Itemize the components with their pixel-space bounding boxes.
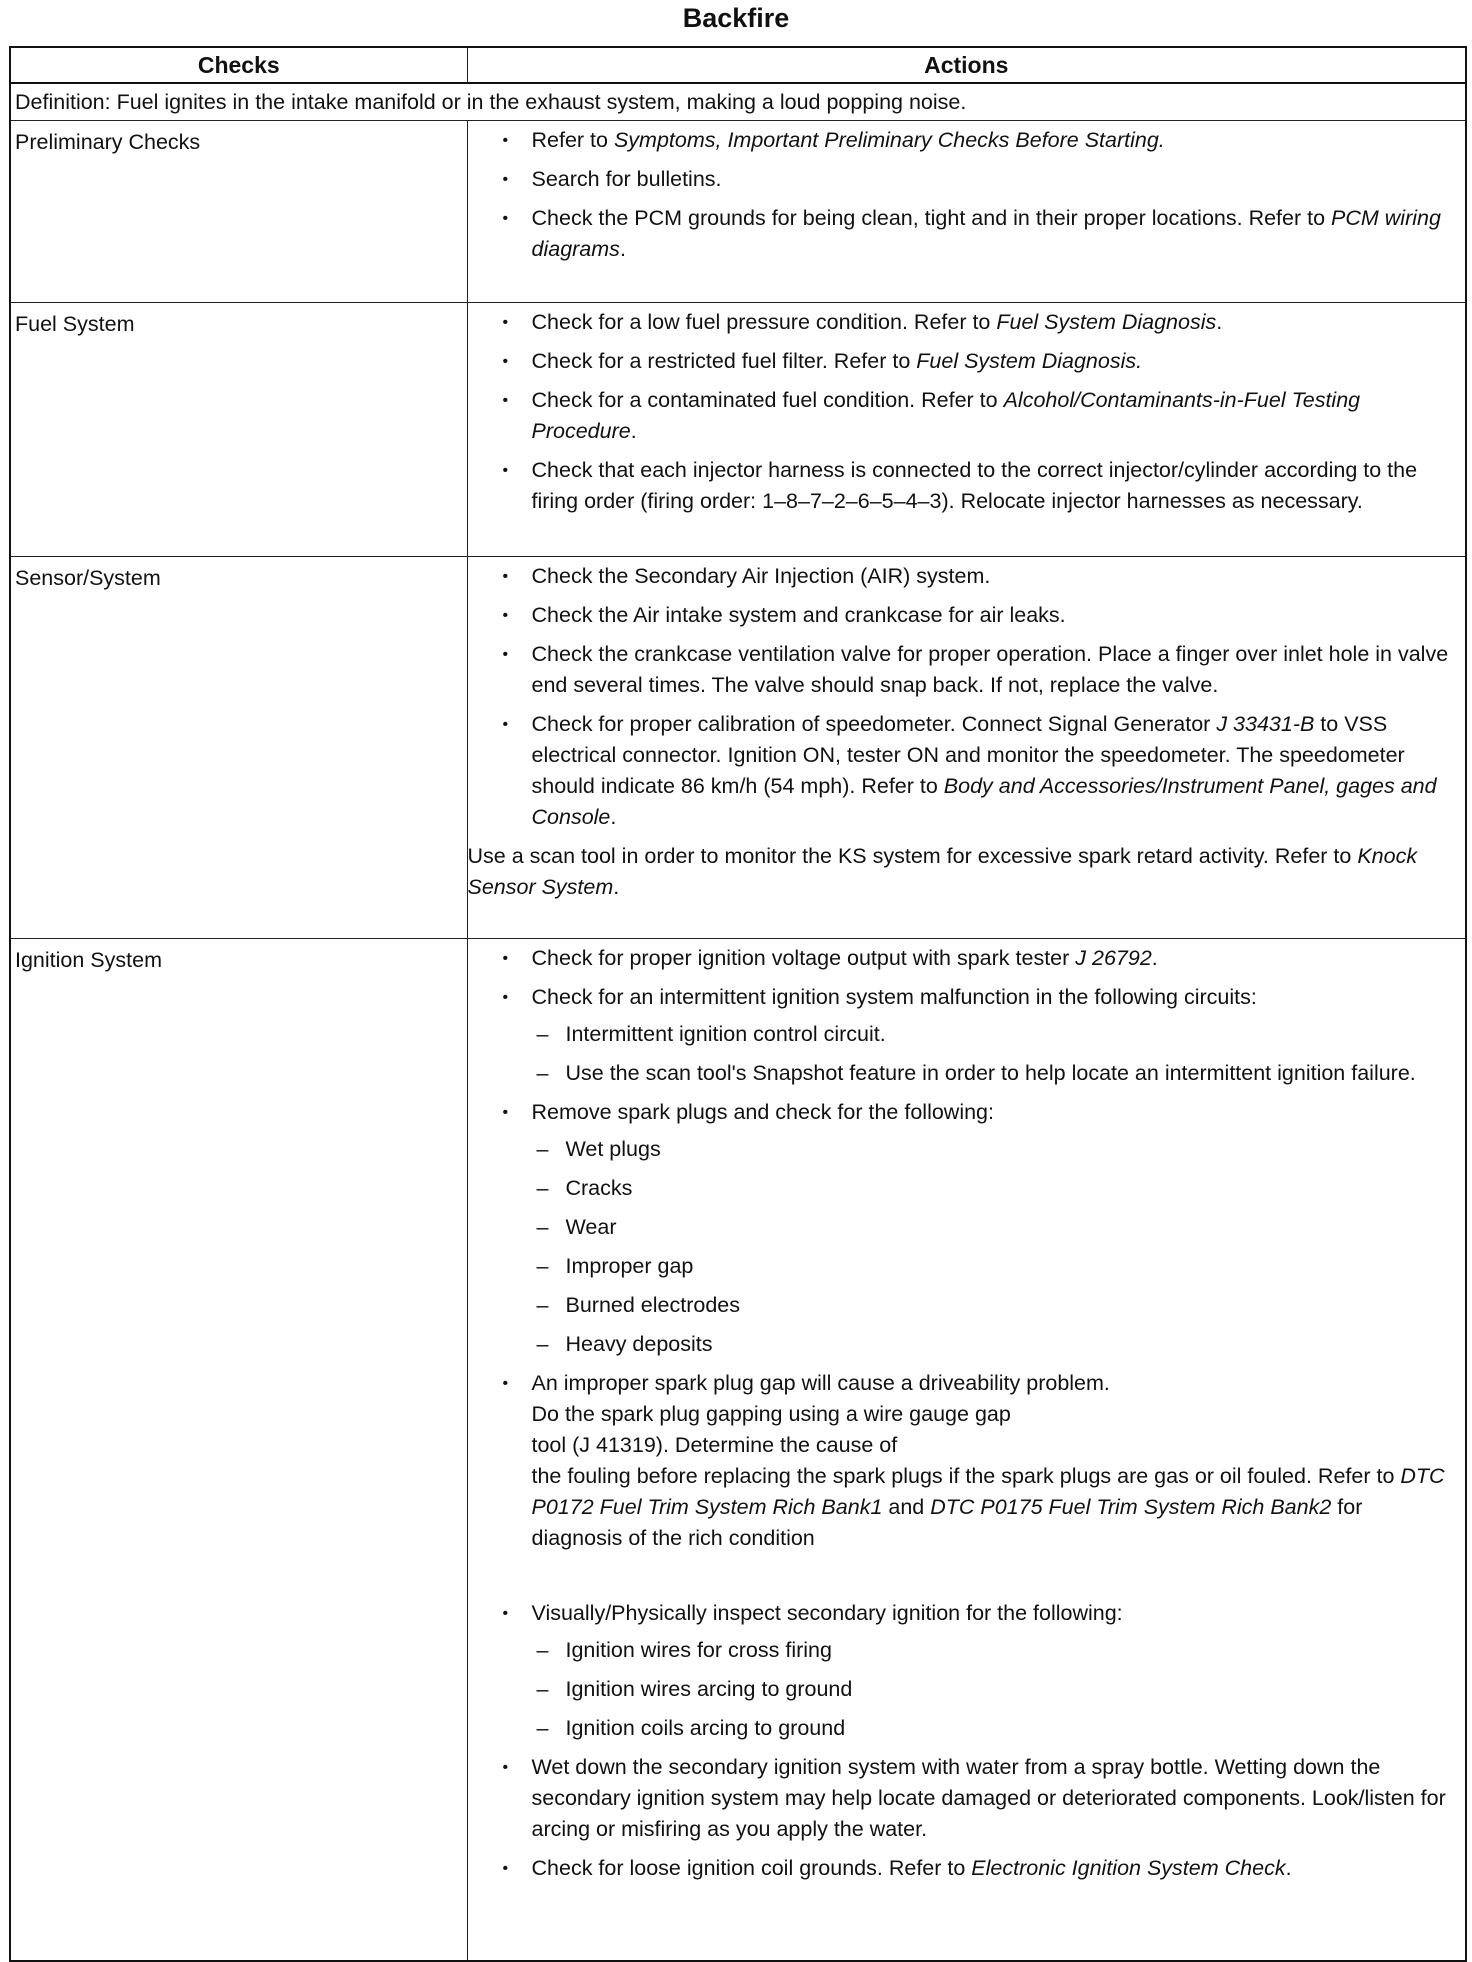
action-item: • Visually/Physically inspect secondary ignition for the following: – Ignition wires for cross firing – Ignition wires arcing to ground – Ignition coils arcing to ground xyxy=(474,1598,1458,1744)
action-item: • Check that each injector harness is connected to the correct injector/cylinder according to the firing order (firing order: 1–8–7–2–6–5–4–3). Relocate injector harnesses as necessary. xyxy=(474,455,1458,517)
sub-item: – Cracks xyxy=(532,1173,1458,1204)
action-item: • Check the Secondary Air Injection (AIR) system. xyxy=(474,561,1458,592)
action-item: • Check the PCM grounds for being clean, tight and in their proper locations. Refer to PCM wiring diagrams. xyxy=(474,203,1458,265)
sub-item: – Ignition coils arcing to ground xyxy=(532,1713,1458,1744)
actions-cell xyxy=(467,303,1466,557)
table-header-row xyxy=(10,47,1466,83)
page-title: Backfire xyxy=(682,3,790,33)
action-item: • Refer to Symptoms, Important Preliminary Checks Before Starting. xyxy=(474,125,1458,156)
action-item: • Check for loose ignition coil grounds. Refer to Electronic Ignition System Check. xyxy=(474,1853,1458,1884)
definition-row xyxy=(10,83,1466,121)
sub-item: – Wet plugs xyxy=(532,1134,1458,1165)
check-cell: Fuel System xyxy=(10,303,467,557)
action-item: • Check for a low fuel pressure condition. Refer to Fuel System Diagnosis. xyxy=(474,307,1458,338)
ks-note: Use a scan tool in order to monitor the KS system for excessive spark retard activity. Refer to Knock Sensor System. xyxy=(467,844,1418,899)
table-row xyxy=(10,939,1466,1962)
checks-column-header: Checks xyxy=(10,47,467,83)
action-item: • Check for an intermittent ignition system malfunction in the following circuits: – Intermittent ignition control circuit. – Use the scan tool's Snapshot feature in order to help locate an intermittent ignition failure. xyxy=(474,982,1458,1089)
sub-item: – Wear xyxy=(532,1212,1458,1243)
action-item: • Wet down the secondary ignition system with water from a spray bottle. Wetting down the secondary ignition system may help locate damaged or deteriorated components. Look/listen for arcing or misfiring as you apply the water. xyxy=(474,1752,1458,1845)
actions-cell xyxy=(467,121,1466,303)
check-cell: Sensor/System xyxy=(10,557,467,939)
action-item: • Check the Air intake system and crankcase for air leaks. xyxy=(474,600,1458,631)
action-item: • Check for a restricted fuel filter. Refer to Fuel System Diagnosis. xyxy=(474,346,1458,377)
action-item: • Check the crankcase ventilation valve for proper operation. Place a finger over inlet hole in valve end several times. The valve should snap back. If not, replace the valve. xyxy=(474,639,1458,701)
sub-item: – Heavy deposits xyxy=(532,1329,1458,1360)
check-cell: Ignition System xyxy=(10,939,467,1962)
actions-column-header: Actions xyxy=(467,47,1466,83)
table-row xyxy=(10,557,1466,939)
actions-cell xyxy=(467,939,1466,1962)
actions-cell xyxy=(467,557,1466,939)
table-row xyxy=(10,303,1466,557)
sub-item: – Ignition wires for cross firing xyxy=(532,1635,1458,1666)
check-cell: Preliminary Checks xyxy=(10,121,467,303)
action-item: • Search for bulletins. xyxy=(474,164,1458,195)
action-item: • Remove spark plugs and check for the following: – Wet plugs – Cracks – Wear – Improper gap – Burned electrodes – Heavy deposits xyxy=(474,1097,1458,1360)
sub-item: – Intermittent ignition control circuit. xyxy=(532,1019,1458,1050)
action-item: • Check for a contaminated fuel condition. Refer to Alcohol/Contaminants-in-Fuel Testing Procedure. xyxy=(474,385,1458,447)
sub-item: – Burned electrodes xyxy=(532,1290,1458,1321)
sub-item: – Ignition wires arcing to ground xyxy=(532,1674,1458,1705)
sub-item: – Use the scan tool's Snapshot feature in order to help locate an intermittent ignition failure. xyxy=(532,1058,1458,1089)
sub-item: – Improper gap xyxy=(532,1251,1458,1282)
diagnostic-table xyxy=(9,46,1467,1962)
table-row xyxy=(10,121,1466,303)
definition-text: Definition: Fuel ignites in the intake manifold or in the exhaust system, making a loud popping noise. xyxy=(10,83,1466,121)
action-item: • An improper spark plug gap will cause a driveability problem. Do the spark plug gapping using a wire gauge gap tool (J 41319). Determine the cause of the fouling before replacing the spark plugs if the spark plugs are gas or oil fouled. Refer to DTC P0172 Fuel Trim System Rich Bank1 and DTC P0175 Fuel Trim System Rich Bank2 for diagnosis of the rich condition xyxy=(474,1368,1458,1590)
action-item: • Check for proper ignition voltage output with spark tester J 26792. xyxy=(474,943,1458,974)
action-item: • Check for proper calibration of speedometer. Connect Signal Generator J 33431-B to VSS electrical connector. Ignition ON, tester ON and monitor the speedometer. The speedometer should indicate 86 km/h (54 mph). Refer to Body and Accessories/Instrument Panel, gages and Console. xyxy=(474,709,1458,833)
